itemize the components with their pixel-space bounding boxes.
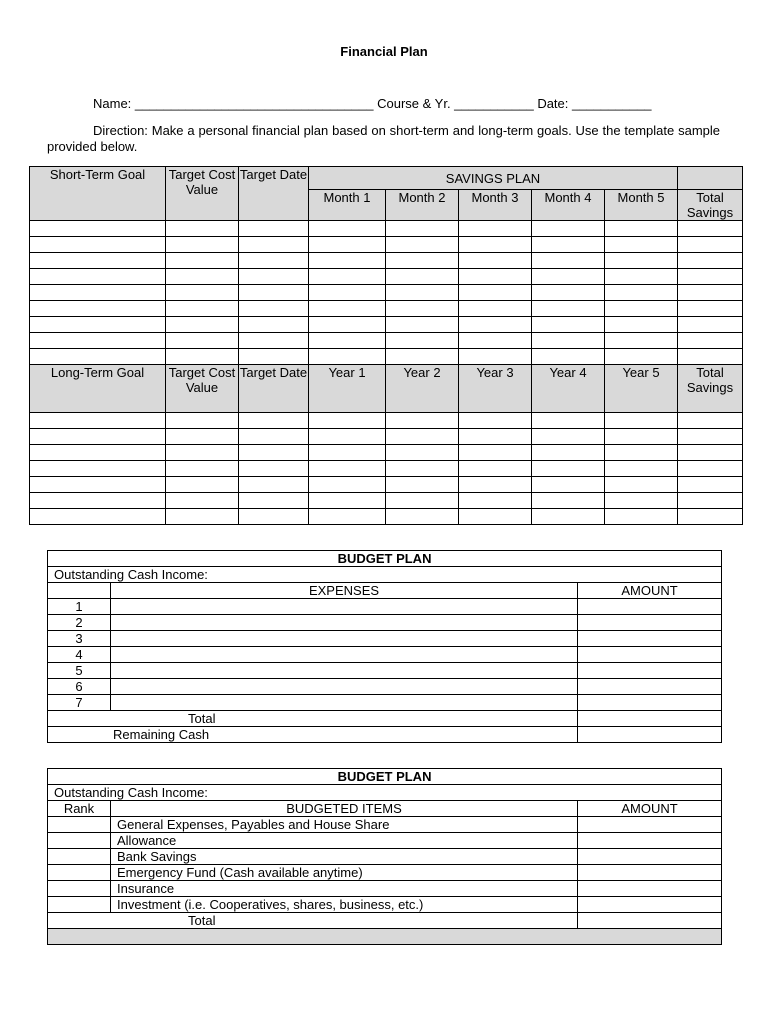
total-savings-header: Total Savings: [678, 190, 743, 221]
expense-cell[interactable]: [111, 599, 578, 615]
entry-cell[interactable]: [386, 237, 459, 253]
target-date-header: Target Date: [239, 167, 309, 221]
entry-cell[interactable]: [239, 221, 309, 237]
entry-cell[interactable]: [605, 493, 678, 509]
amount-cell[interactable]: [578, 865, 722, 881]
entry-cell[interactable]: [605, 429, 678, 445]
short-term-goal-header: Short-Term Goal: [30, 167, 166, 221]
entry-cell[interactable]: [605, 333, 678, 349]
entry-cell[interactable]: [386, 493, 459, 509]
entry-cell[interactable]: [309, 445, 386, 461]
table-row: [30, 221, 743, 237]
amount-cell[interactable]: [578, 897, 722, 913]
amount-header: AMOUNT: [578, 801, 722, 817]
entry-cell[interactable]: [605, 317, 678, 333]
entry-cell[interactable]: [459, 509, 532, 525]
student-info-line: Name: _________________________________ Course & Yr. ___________ Date: ___________: [93, 96, 652, 111]
month-1-header: Month 1: [309, 190, 386, 221]
entry-cell[interactable]: [309, 317, 386, 333]
year-4-header: Year 4: [532, 365, 605, 413]
entry-cell[interactable]: [166, 333, 239, 349]
entry-cell[interactable]: [386, 413, 459, 429]
entry-cell[interactable]: [309, 237, 386, 253]
entry-cell[interactable]: [30, 269, 166, 285]
entry-cell[interactable]: [532, 253, 605, 269]
rank-cell[interactable]: [48, 817, 111, 833]
entry-cell[interactable]: [30, 237, 166, 253]
footer-gray-row: [48, 929, 722, 945]
amount-cell[interactable]: [578, 631, 722, 647]
entry-cell[interactable]: [30, 509, 166, 525]
entry-cell[interactable]: [459, 413, 532, 429]
entry-cell[interactable]: [166, 285, 239, 301]
amount-cell[interactable]: [578, 615, 722, 631]
budgeted-item-label: Investment (i.e. Cooperatives, shares, business, etc.): [111, 897, 578, 913]
table-row: [48, 679, 722, 695]
entry-cell[interactable]: [678, 445, 743, 461]
table-row: [48, 865, 722, 881]
year-3-header: Year 3: [459, 365, 532, 413]
table-row: [30, 285, 743, 301]
entry-cell[interactable]: [309, 253, 386, 269]
entry-cell[interactable]: [386, 301, 459, 317]
entry-cell[interactable]: [605, 413, 678, 429]
entry-cell[interactable]: [605, 285, 678, 301]
table-row: [30, 429, 743, 445]
entry-cell[interactable]: [678, 429, 743, 445]
table-row: [30, 509, 743, 525]
long-term-rows: [30, 413, 743, 525]
entry-cell[interactable]: [239, 237, 309, 253]
entry-cell[interactable]: [459, 269, 532, 285]
income-label: Outstanding Cash Income:: [48, 785, 722, 801]
entry-cell[interactable]: [459, 333, 532, 349]
rank-cell[interactable]: [48, 881, 111, 897]
row-number: 3: [48, 631, 111, 647]
entry-cell[interactable]: [309, 461, 386, 477]
entry-cell[interactable]: [459, 317, 532, 333]
entry-cell[interactable]: [386, 269, 459, 285]
entry-cell[interactable]: [166, 413, 239, 429]
table-row: [48, 695, 722, 711]
amount-cell[interactable]: [578, 881, 722, 897]
target-cost-header: Target Cost Value: [166, 167, 239, 221]
entry-cell[interactable]: [239, 333, 309, 349]
rank-cell[interactable]: [48, 865, 111, 881]
budgeted-item-label: Insurance: [111, 881, 578, 897]
entry-cell[interactable]: [605, 509, 678, 525]
table-row: [48, 615, 722, 631]
entry-cell[interactable]: [386, 221, 459, 237]
direction-text: Direction: Make a personal financial plan based on short-term and long-term goals. Use the template sample provided below.: [47, 123, 720, 154]
entry-cell[interactable]: [309, 221, 386, 237]
expense-cell[interactable]: [111, 679, 578, 695]
entry-cell[interactable]: [386, 509, 459, 525]
budget-plan-title: BUDGET PLAN: [48, 769, 722, 785]
entry-cell[interactable]: [532, 429, 605, 445]
budget-plan-items-table: [47, 768, 722, 945]
budgeted-item-label: Emergency Fund (Cash available anytime): [111, 865, 578, 881]
budgeted-item-label: Bank Savings: [111, 849, 578, 865]
entry-cell[interactable]: [239, 285, 309, 301]
entry-cell[interactable]: [239, 461, 309, 477]
entry-cell[interactable]: [30, 349, 166, 365]
entry-cell[interactable]: [605, 301, 678, 317]
entry-cell[interactable]: [166, 461, 239, 477]
entry-cell[interactable]: [239, 413, 309, 429]
row-number: 4: [48, 647, 111, 663]
table-row: [30, 477, 743, 493]
table-row: [48, 897, 722, 913]
entry-cell[interactable]: [309, 429, 386, 445]
short-term-rows: [30, 221, 743, 365]
entry-cell[interactable]: [532, 301, 605, 317]
budgeted-item-label: Allowance: [111, 833, 578, 849]
entry-cell[interactable]: [678, 477, 743, 493]
total-amount-cell: [578, 913, 722, 929]
total-label: Total: [48, 711, 578, 727]
month-3-header: Month 3: [459, 190, 532, 221]
table-row: [30, 237, 743, 253]
entry-cell[interactable]: [386, 477, 459, 493]
entry-cell[interactable]: [239, 509, 309, 525]
entry-cell[interactable]: [239, 301, 309, 317]
budgeted-items-header: BUDGETED ITEMS: [111, 801, 578, 817]
entry-cell[interactable]: [678, 509, 743, 525]
table-row: [48, 833, 722, 849]
entry-cell[interactable]: [30, 461, 166, 477]
entry-cell[interactable]: [678, 237, 743, 253]
table-row: [30, 317, 743, 333]
entry-cell[interactable]: [30, 445, 166, 461]
entry-cell[interactable]: [532, 349, 605, 365]
entry-cell[interactable]: [459, 301, 532, 317]
table-row: [48, 817, 722, 833]
expense-cell[interactable]: [111, 647, 578, 663]
entry-cell[interactable]: [166, 269, 239, 285]
page-title: Financial Plan: [340, 44, 428, 59]
year-5-header: Year 5: [605, 365, 678, 413]
entry-cell[interactable]: [239, 269, 309, 285]
entry-cell[interactable]: [30, 317, 166, 333]
month-2-header: Month 2: [386, 190, 459, 221]
entry-cell[interactable]: [532, 493, 605, 509]
expenses-header: EXPENSES: [111, 583, 578, 599]
entry-cell[interactable]: [386, 285, 459, 301]
entry-cell[interactable]: [166, 317, 239, 333]
amount-cell[interactable]: [578, 695, 722, 711]
entry-cell[interactable]: [309, 413, 386, 429]
entry-cell[interactable]: [386, 333, 459, 349]
entry-cell[interactable]: [166, 493, 239, 509]
entry-cell[interactable]: [309, 509, 386, 525]
table-row: [30, 301, 743, 317]
table-row: [30, 269, 743, 285]
entry-cell[interactable]: [166, 221, 239, 237]
entry-cell[interactable]: [386, 317, 459, 333]
rank-cell[interactable]: [48, 897, 111, 913]
header-blank-cell: [678, 167, 743, 190]
amount-cell[interactable]: [578, 647, 722, 663]
entry-cell[interactable]: [678, 413, 743, 429]
entry-cell[interactable]: [386, 349, 459, 365]
entry-cell[interactable]: [532, 477, 605, 493]
table-row: [48, 647, 722, 663]
table-row: [30, 445, 743, 461]
entry-cell[interactable]: [386, 429, 459, 445]
entry-cell[interactable]: [678, 317, 743, 333]
expense-cell[interactable]: [111, 615, 578, 631]
entry-cell[interactable]: [678, 253, 743, 269]
amount-cell[interactable]: [578, 833, 722, 849]
entry-cell[interactable]: [239, 253, 309, 269]
amount-cell[interactable]: [578, 599, 722, 615]
entry-cell[interactable]: [239, 493, 309, 509]
entry-cell[interactable]: [678, 349, 743, 365]
expense-cell[interactable]: [111, 695, 578, 711]
amount-cell[interactable]: [578, 679, 722, 695]
entry-cell[interactable]: [678, 493, 743, 509]
table-row: [30, 461, 743, 477]
entry-cell[interactable]: [239, 349, 309, 365]
amount-cell[interactable]: [578, 663, 722, 679]
table-row: [30, 493, 743, 509]
entry-cell[interactable]: [459, 461, 532, 477]
entry-cell[interactable]: [605, 349, 678, 365]
entry-cell[interactable]: [386, 461, 459, 477]
row-number: 2: [48, 615, 111, 631]
entry-cell[interactable]: [30, 253, 166, 269]
row-number: 6: [48, 679, 111, 695]
entry-cell[interactable]: [30, 285, 166, 301]
entry-cell[interactable]: [30, 477, 166, 493]
entry-cell[interactable]: [532, 237, 605, 253]
table-row: [30, 413, 743, 429]
year-2-header: Year 2: [386, 365, 459, 413]
entry-cell[interactable]: [309, 333, 386, 349]
entry-cell[interactable]: [309, 493, 386, 509]
entry-cell[interactable]: [459, 445, 532, 461]
row-number: 7: [48, 695, 111, 711]
amount-cell[interactable]: [578, 817, 722, 833]
entry-cell[interactable]: [166, 429, 239, 445]
entry-cell[interactable]: [459, 477, 532, 493]
budget-plan-title: BUDGET PLAN: [48, 551, 722, 567]
entry-cell[interactable]: [239, 477, 309, 493]
entry-cell[interactable]: [309, 477, 386, 493]
entry-cell[interactable]: [309, 269, 386, 285]
entry-cell[interactable]: [166, 237, 239, 253]
entry-cell[interactable]: [459, 285, 532, 301]
entry-cell[interactable]: [678, 333, 743, 349]
entry-cell[interactable]: [459, 253, 532, 269]
long-term-goal-header: Long-Term Goal: [30, 365, 166, 413]
entry-cell[interactable]: [678, 269, 743, 285]
entry-cell[interactable]: [239, 445, 309, 461]
table-row: [48, 849, 722, 865]
entry-cell[interactable]: [386, 445, 459, 461]
long-target-date-header: Target Date: [239, 365, 309, 413]
entry-cell[interactable]: [239, 317, 309, 333]
savings-plan-header: SAVINGS PLAN: [309, 167, 678, 190]
entry-cell[interactable]: [30, 493, 166, 509]
entry-cell[interactable]: [166, 253, 239, 269]
entry-cell[interactable]: [166, 509, 239, 525]
entry-cell[interactable]: [239, 429, 309, 445]
entry-cell[interactable]: [309, 349, 386, 365]
entry-cell[interactable]: [459, 221, 532, 237]
entry-cell[interactable]: [532, 333, 605, 349]
entry-cell[interactable]: [386, 253, 459, 269]
total-label: Total: [48, 913, 578, 929]
entry-cell[interactable]: [459, 493, 532, 509]
entry-cell[interactable]: [532, 445, 605, 461]
table-row: [48, 881, 722, 897]
budgeted-item-rows: [48, 817, 722, 913]
entry-cell[interactable]: [30, 333, 166, 349]
year-1-header: Year 1: [309, 365, 386, 413]
entry-cell[interactable]: [605, 461, 678, 477]
entry-cell[interactable]: [678, 301, 743, 317]
entry-cell[interactable]: [532, 221, 605, 237]
remaining-amount-cell: [578, 727, 722, 743]
table-row: [30, 253, 743, 269]
entry-cell[interactable]: [605, 269, 678, 285]
entry-cell[interactable]: [532, 461, 605, 477]
table-row: [48, 663, 722, 679]
entry-cell[interactable]: [532, 285, 605, 301]
row-number: 1: [48, 599, 111, 615]
expense-cell[interactable]: [111, 663, 578, 679]
entry-cell[interactable]: [459, 349, 532, 365]
expense-rows: [48, 599, 722, 711]
table-row: [48, 631, 722, 647]
row-number: 5: [48, 663, 111, 679]
amount-header: AMOUNT: [578, 583, 722, 599]
entry-cell[interactable]: [166, 477, 239, 493]
entry-cell[interactable]: [605, 445, 678, 461]
entry-cell[interactable]: [605, 253, 678, 269]
remaining-cash-label: Remaining Cash: [48, 727, 578, 743]
budgeted-item-label: General Expenses, Payables and House Share: [111, 817, 578, 833]
month-4-header: Month 4: [532, 190, 605, 221]
savings-plan-table: [29, 166, 743, 525]
amount-cell[interactable]: [578, 849, 722, 865]
entry-cell[interactable]: [605, 221, 678, 237]
entry-cell[interactable]: [678, 285, 743, 301]
entry-cell[interactable]: [678, 461, 743, 477]
month-5-header: Month 5: [605, 190, 678, 221]
table-row: [48, 599, 722, 615]
entry-cell[interactable]: [309, 301, 386, 317]
entry-cell[interactable]: [605, 237, 678, 253]
rank-header: Rank: [48, 801, 111, 817]
rank-cell[interactable]: [48, 833, 111, 849]
entry-cell[interactable]: [30, 301, 166, 317]
income-label: Outstanding Cash Income:: [48, 567, 722, 583]
table-row: [30, 349, 743, 365]
entry-cell[interactable]: [532, 413, 605, 429]
rank-cell[interactable]: [48, 849, 111, 865]
budget-plan-expenses-table: [47, 550, 722, 743]
entry-cell[interactable]: [678, 221, 743, 237]
total-amount-cell: [578, 711, 722, 727]
entry-cell[interactable]: [532, 269, 605, 285]
long-total-savings-header: Total Savings: [678, 365, 743, 413]
entry-cell[interactable]: [605, 477, 678, 493]
table-row: [30, 333, 743, 349]
blank-header-cell: [48, 583, 111, 599]
entry-cell[interactable]: [166, 349, 239, 365]
entry-cell[interactable]: [30, 221, 166, 237]
entry-cell[interactable]: [532, 317, 605, 333]
entry-cell[interactable]: [166, 301, 239, 317]
long-target-cost-header: Target Cost Value: [166, 365, 239, 413]
entry-cell[interactable]: [30, 429, 166, 445]
expense-cell[interactable]: [111, 631, 578, 647]
entry-cell[interactable]: [459, 429, 532, 445]
entry-cell[interactable]: [166, 445, 239, 461]
entry-cell[interactable]: [459, 237, 532, 253]
entry-cell[interactable]: [309, 285, 386, 301]
entry-cell[interactable]: [532, 509, 605, 525]
entry-cell[interactable]: [30, 413, 166, 429]
